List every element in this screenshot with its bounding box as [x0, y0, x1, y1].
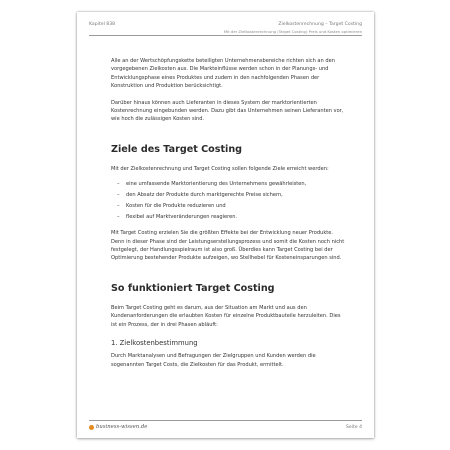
section-heading-ziele: Ziele des Target Costing — [111, 143, 243, 155]
section-closing-paragraph: Mit Target Costing erzielen Sie die größten Effekte bei der Entwicklung neuer Produkte. Denn in dieser Phase sind der Leistungserstellungsprozess und somit die Kosten noch nicht festgelegt, der Handlungsspielraum ist also groß. Überdies kann Target Costing bei der Optimierung bestehender Produkte aufzeigen, wo Stellhebel für Kosteneinsparungen sind. — [111, 230, 345, 262]
section-heading-funktion: So funktioniert Target Costing — [111, 282, 275, 294]
intro-paragraph-1: Alle an der Wertschöpfungskette beteiligten Unternehmensbereiche richten sich an den vorgegebenen Zielkosten aus. Die Markteinflüsse werden schon in der Planungs- und Entwicklungsphase eines Produktes und zudem in den nachfolgenden Phasen der Konstruktion und Produktion berücksichtigt. — [111, 58, 335, 90]
list-item-text: Kosten für die Produkte reduzieren und — [126, 203, 226, 210]
list-item-text: flexibel auf Marktveränderungen reagieren. — [126, 214, 238, 221]
bullet-dash-icon: – — [117, 214, 120, 221]
footer-divider — [89, 420, 362, 421]
section-lead: Mit der Zielkostenrechnung und Target Costing sollen folgende Ziele erreicht werden: — [111, 165, 329, 172]
page-number: Seite 4 — [345, 425, 362, 430]
bullet-dash-icon: – — [117, 192, 120, 199]
goals-list — [111, 179, 348, 223]
list-item — [111, 201, 348, 212]
section2-paragraph: Beim Target Costing geht es darum, aus der Situation am Markt und aus den Kundenanforderungen die erlaubten Kosten für einzelne Produktbauteile herzuleiten. Dies ist ein Prozess, der in drei Phasen abläuft: — [111, 304, 341, 328]
page-content — [111, 57, 348, 369]
bullet-dash-icon: – — [117, 203, 120, 210]
footer-logo — [89, 424, 147, 430]
subsection-paragraph: Durch Marktanalysen und Befragungen der Zielgruppen und Kunden werden die sogenannten Target Costs, die Zielkosten für das Produkt, ermittelt. — [111, 353, 316, 368]
bullet-dash-icon: – — [117, 181, 120, 188]
logo-text: business-wissen.de — [96, 424, 148, 430]
header-subtitle: Mit der Zielkostenrechnung (Target Costing) Preis und Kosten optimieren — [223, 29, 362, 34]
header-chapter: Kapitel 838 — [89, 22, 116, 27]
list-item-text: eine umfassende Marktorientierung des Unternehmens gewährleisten, — [126, 181, 307, 188]
intro-paragraph-2: Darüber hinaus können auch Lieferanten in dieses System der marktorientierten Kostenrechnung eingebunden werden. Dazu gibt das Unternehmen seinen Lieferanten vor, wie hoch die zulässigen Kosten sind. — [111, 99, 344, 123]
header-divider — [89, 35, 362, 36]
header-title: Zielkostenrechnung – Target Costing — [278, 22, 362, 27]
list-item-text: den Absatz der Produkte durch marktgerechte Preise sichern, — [126, 192, 283, 199]
list-item — [111, 212, 348, 223]
list-item — [111, 190, 348, 201]
document-page — [77, 12, 374, 438]
list-item — [111, 179, 348, 190]
logo-dot-icon — [89, 425, 94, 430]
subsection-heading: 1. Zielkostenbestimmung — [111, 339, 198, 348]
